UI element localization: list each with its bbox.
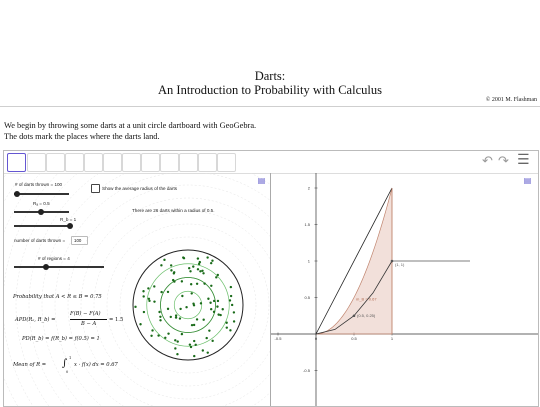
dart-point bbox=[185, 306, 187, 308]
redo-icon[interactable]: ↷ bbox=[498, 154, 509, 169]
dart-point bbox=[193, 324, 195, 326]
dart-point bbox=[157, 334, 159, 336]
dart-point bbox=[222, 308, 224, 310]
tool-button[interactable] bbox=[27, 153, 46, 172]
apd-formula-lhs: APD(Rₐ, R_b) = bbox=[15, 317, 56, 323]
slider-rb-handle[interactable] bbox=[67, 223, 73, 229]
grid-circle bbox=[107, 224, 269, 386]
page-title-line1: Darts: bbox=[254, 69, 286, 83]
radius-a-circle bbox=[161, 278, 216, 333]
dart-point bbox=[179, 308, 181, 310]
integral-lower-limit: 0 bbox=[66, 370, 69, 374]
x-tick-label: 0.5 bbox=[351, 336, 357, 341]
dart-point bbox=[205, 337, 207, 339]
unit-circle bbox=[133, 250, 243, 360]
tool-move-button[interactable] bbox=[7, 153, 26, 172]
dart-point bbox=[211, 340, 213, 342]
dart-point bbox=[217, 313, 219, 315]
undo-icon[interactable]: ↶ bbox=[482, 154, 493, 169]
y-tick-label: 0.5 bbox=[304, 295, 310, 300]
dart-point bbox=[217, 274, 219, 276]
dart-point bbox=[202, 272, 204, 274]
dart-point bbox=[211, 260, 213, 262]
dart-point bbox=[189, 343, 191, 345]
tool-button[interactable] bbox=[217, 153, 236, 172]
dart-point bbox=[167, 291, 169, 293]
dart-point bbox=[173, 272, 175, 274]
region-ring bbox=[147, 264, 230, 347]
tool-button[interactable] bbox=[141, 153, 160, 172]
probability-formula: Probability that A < R ≤ B = 0.75 bbox=[13, 294, 102, 300]
dart-point bbox=[153, 300, 155, 302]
dartboard-rings bbox=[133, 250, 243, 360]
dart-point bbox=[188, 267, 190, 269]
divider bbox=[0, 106, 540, 107]
page-title-line2: An Introduction to Probability with Calculus bbox=[158, 83, 382, 97]
dart-point bbox=[170, 316, 172, 318]
darts-within-radius-text: There are 26 darts within a radius of 0.5. bbox=[132, 208, 215, 213]
fraction-bar bbox=[70, 319, 107, 320]
tool-button[interactable] bbox=[122, 153, 141, 172]
dart-point bbox=[191, 324, 193, 326]
graphics-view-left[interactable] bbox=[4, 173, 271, 406]
dart-point bbox=[175, 314, 177, 316]
dart-point bbox=[195, 344, 197, 346]
dart-point bbox=[179, 317, 181, 319]
apd-formula-numerator: F(B) − F(A) bbox=[70, 311, 101, 317]
area-label: m_B = 0.67 bbox=[356, 296, 377, 302]
slider-regions-label: # of regions = 4 bbox=[38, 256, 70, 261]
slider-darts-handle[interactable] bbox=[14, 191, 20, 197]
dart-point bbox=[181, 333, 183, 335]
slider-regions-track[interactable] bbox=[14, 266, 104, 268]
dart-point bbox=[159, 316, 161, 318]
slider-regions-handle[interactable] bbox=[43, 264, 49, 270]
dart-point bbox=[197, 257, 199, 259]
graph-point bbox=[391, 260, 394, 263]
dart-point bbox=[182, 256, 184, 258]
dart-point bbox=[207, 351, 209, 353]
dart-point bbox=[150, 335, 152, 337]
hamburger-menu-icon[interactable]: ☰ bbox=[517, 152, 530, 168]
dart-point bbox=[142, 290, 144, 292]
slider-darts-track[interactable] bbox=[14, 193, 69, 195]
dart-point bbox=[199, 270, 201, 272]
dart-point bbox=[230, 295, 232, 297]
dart-point bbox=[163, 259, 165, 261]
tool-button[interactable] bbox=[103, 153, 122, 172]
dart-point bbox=[189, 270, 191, 272]
dart-point bbox=[159, 319, 161, 321]
graph-axes bbox=[271, 173, 538, 406]
dart-points bbox=[134, 256, 235, 357]
dart-point bbox=[151, 329, 153, 331]
integral-sign-icon: ∫ bbox=[62, 358, 68, 369]
pdf-graph bbox=[271, 173, 538, 406]
darts-count-input[interactable]: 100 bbox=[71, 236, 88, 245]
dart-point bbox=[181, 280, 183, 282]
mean-formula-rhs: x · f(x) dx = 0.67 bbox=[74, 362, 118, 368]
tool-button[interactable] bbox=[179, 153, 198, 172]
slider-rb-track[interactable] bbox=[14, 225, 69, 227]
point-label: (0.5, 0.25) bbox=[357, 312, 376, 318]
grid-circle bbox=[81, 198, 270, 406]
apd-formula-result: = 1.5 bbox=[109, 317, 124, 323]
dart-point bbox=[233, 320, 235, 322]
grid-circle bbox=[94, 211, 270, 399]
dart-point bbox=[233, 311, 235, 313]
dart-point bbox=[139, 323, 141, 325]
apd-formula-denominator: B − A bbox=[81, 321, 97, 327]
x-tick-label: -0.5 bbox=[274, 336, 282, 341]
dart-point bbox=[213, 300, 215, 302]
dart-point bbox=[193, 340, 195, 342]
dart-point bbox=[193, 304, 195, 306]
dart-point bbox=[167, 308, 169, 310]
dart-point bbox=[148, 300, 150, 302]
region-ring bbox=[174, 291, 202, 319]
slider-ra-label: Rₐ = 0.5 bbox=[33, 201, 50, 206]
y-tick-label: 2 bbox=[307, 185, 310, 191]
slider-ra-handle[interactable] bbox=[38, 209, 44, 215]
dart-point bbox=[147, 287, 149, 289]
dart-point bbox=[217, 300, 219, 302]
dart-point bbox=[199, 261, 201, 263]
dart-point bbox=[208, 329, 210, 331]
style-bar-toggle-icon[interactable]: ▤ bbox=[257, 176, 266, 185]
dart-point bbox=[167, 332, 169, 334]
dart-point bbox=[174, 347, 176, 349]
geogebra-applet[interactable] bbox=[3, 150, 539, 407]
dart-point bbox=[197, 268, 199, 270]
dart-point bbox=[170, 264, 172, 266]
dart-point bbox=[181, 295, 183, 297]
dart-point bbox=[216, 305, 218, 307]
dart-point bbox=[210, 262, 212, 264]
copyright: © 2001 M. Flashman bbox=[485, 97, 537, 103]
dart-point bbox=[206, 256, 208, 258]
dart-point bbox=[201, 270, 203, 272]
dart-point bbox=[176, 340, 178, 342]
dart-point bbox=[225, 322, 227, 324]
integral-upper-limit: 1 bbox=[69, 356, 72, 360]
y-tick-label: 1.5 bbox=[304, 222, 310, 227]
grid-circle bbox=[120, 237, 256, 373]
x-tick-label: 0 bbox=[314, 336, 318, 341]
checkbox-label: Show the average radius of the darts bbox=[102, 186, 178, 191]
dart-point bbox=[196, 318, 198, 320]
dart-point bbox=[176, 353, 178, 355]
dart-point bbox=[192, 265, 194, 267]
dart-point bbox=[142, 295, 144, 297]
dart-point bbox=[164, 337, 166, 339]
dart-point bbox=[175, 316, 177, 318]
input-darts-label: number of darts thrown = bbox=[14, 238, 66, 243]
dart-point bbox=[226, 326, 228, 328]
dart-point bbox=[213, 311, 215, 313]
style-bar-toggle-icon[interactable]: ▤ bbox=[523, 176, 532, 185]
tool-button[interactable] bbox=[198, 153, 217, 172]
dart-point bbox=[153, 285, 155, 287]
tool-button[interactable] bbox=[46, 153, 65, 172]
dart-point bbox=[190, 346, 192, 348]
dart-point bbox=[160, 264, 162, 266]
dart-point bbox=[230, 286, 232, 288]
intro-line-2: The dots mark the places where the darts land. bbox=[4, 131, 160, 141]
point-label: (1, 1) bbox=[395, 262, 405, 267]
dart-point bbox=[209, 302, 211, 304]
dart-point bbox=[143, 311, 145, 313]
dart-point bbox=[158, 311, 160, 313]
dart-point bbox=[190, 283, 192, 285]
x-tick-label: 1 bbox=[390, 336, 394, 341]
dart-point bbox=[174, 339, 176, 341]
dart-point bbox=[202, 319, 204, 321]
dart-point bbox=[215, 276, 217, 278]
mean-formula-lhs: Mean of R = bbox=[13, 362, 47, 368]
intro-text bbox=[4, 121, 256, 142]
tool-button[interactable] bbox=[160, 153, 179, 172]
dart-point bbox=[170, 269, 172, 271]
dart-point bbox=[134, 306, 136, 308]
dart-point bbox=[191, 292, 193, 294]
dart-point bbox=[229, 299, 231, 301]
dart-point bbox=[210, 308, 212, 310]
pd-formula: PD(R_b) = f(R_b) = f(0.5) = 1 bbox=[22, 336, 100, 342]
slider-darts-label: # of darts thrown = 100 bbox=[15, 182, 63, 187]
dart-point bbox=[231, 304, 233, 306]
tool-button[interactable] bbox=[84, 153, 103, 172]
show-average-radius-checkbox[interactable] bbox=[91, 184, 100, 193]
dart-point bbox=[229, 329, 231, 331]
dart-point bbox=[160, 291, 162, 293]
y-tick-label: -0.5 bbox=[303, 368, 310, 373]
tool-button[interactable] bbox=[65, 153, 84, 172]
slider-rb-label: R_b = 1 bbox=[60, 217, 77, 222]
graphics-view-right[interactable] bbox=[271, 173, 538, 406]
graph-point bbox=[353, 314, 356, 317]
dart-point bbox=[200, 302, 202, 304]
dart-point bbox=[193, 355, 195, 357]
intro-line-1: We begin by throwing some darts at a unit circle dartboard with GeoGebra. bbox=[4, 121, 257, 130]
dart-point bbox=[210, 285, 212, 287]
dart-point bbox=[173, 280, 175, 282]
dart-point bbox=[203, 282, 205, 284]
dart-point bbox=[207, 298, 209, 300]
geogebra-toolbar bbox=[4, 151, 538, 174]
dart-point bbox=[196, 283, 198, 285]
dart-point bbox=[202, 349, 204, 351]
y-tick-label: 1 bbox=[307, 258, 310, 264]
